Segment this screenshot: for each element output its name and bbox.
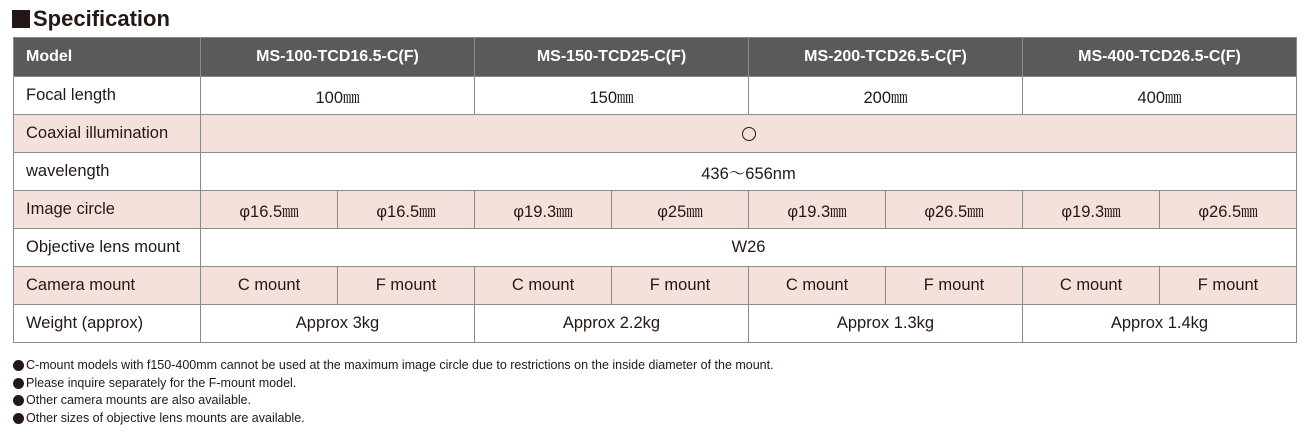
table-cell: φ19.3㎜ xyxy=(749,191,886,229)
camera-mount-row xyxy=(14,267,1297,305)
table-cell: φ26.5㎜ xyxy=(886,191,1023,229)
table-cell: C mount xyxy=(475,267,612,305)
table-cell: F mount xyxy=(338,267,475,305)
table-cell: φ25㎜ xyxy=(612,191,749,229)
objective-mount-row xyxy=(14,229,1297,267)
image-circle-row xyxy=(14,191,1297,229)
note-item xyxy=(13,392,774,410)
table-cell: 436〜656nm xyxy=(201,153,1297,191)
table-cell xyxy=(201,115,1297,153)
row-label: Objective lens mount xyxy=(14,229,201,267)
note-item xyxy=(13,410,774,428)
bullet-icon xyxy=(13,395,24,406)
table-cell: 100㎜ xyxy=(201,77,475,115)
table-cell: φ16.5㎜ xyxy=(201,191,338,229)
circle-mark-icon xyxy=(742,127,756,141)
weight-row xyxy=(14,305,1297,343)
bullet-icon xyxy=(13,413,24,424)
row-label: Image circle xyxy=(14,191,201,229)
table-cell: Approx 1.3kg xyxy=(749,305,1023,343)
bullet-icon xyxy=(13,378,24,389)
table-cell: W26 xyxy=(201,229,1297,267)
focal-length-row xyxy=(14,77,1297,115)
header-label: Model xyxy=(14,38,201,77)
row-label: wavelength xyxy=(14,153,201,191)
table-cell: φ16.5㎜ xyxy=(338,191,475,229)
model-header: MS-150-TCD25-C(F) xyxy=(475,38,749,77)
table-cell: Approx 2.2kg xyxy=(475,305,749,343)
bullet-icon xyxy=(13,360,24,371)
table-cell: C mount xyxy=(1023,267,1160,305)
row-label: Focal length xyxy=(14,77,201,115)
table-cell: 150㎜ xyxy=(475,77,749,115)
table-cell: Approx 1.4kg xyxy=(1023,305,1297,343)
row-label: Camera mount xyxy=(14,267,201,305)
table-cell: φ26.5㎜ xyxy=(1160,191,1297,229)
note-item xyxy=(13,357,774,375)
table-cell: C mount xyxy=(749,267,886,305)
header-row xyxy=(14,38,1297,77)
model-header: MS-200-TCD26.5-C(F) xyxy=(749,38,1023,77)
note-item xyxy=(13,375,774,393)
table-cell: F mount xyxy=(886,267,1023,305)
section-heading xyxy=(12,6,170,32)
model-header: MS-400-TCD26.5-C(F) xyxy=(1023,38,1297,77)
table-cell: 200㎜ xyxy=(749,77,1023,115)
model-header: MS-100-TCD16.5-C(F) xyxy=(201,38,475,77)
note-text: Other sizes of objective lens mounts are available. xyxy=(26,410,305,425)
table-cell: F mount xyxy=(612,267,749,305)
note-text: Other camera mounts are also available. xyxy=(26,393,252,407)
section-title: Specification xyxy=(33,6,170,31)
heading-square-icon xyxy=(12,10,30,28)
specification-table xyxy=(13,37,1297,343)
table-cell: φ19.3㎜ xyxy=(475,191,612,229)
table-cell: 400㎜ xyxy=(1023,77,1297,115)
table-cell: C mount xyxy=(201,267,338,305)
wavelength-row xyxy=(14,153,1297,191)
table-cell: F mount xyxy=(1160,267,1297,305)
row-label: Weight (approx) xyxy=(14,305,201,343)
note-text: C-mount models with f150-400mm cannot be used at the maximum image circle due to restrictions on the inside diameter of the mount. xyxy=(26,358,774,372)
row-label: Coaxial illumination xyxy=(14,115,201,153)
table-cell: φ19.3㎜ xyxy=(1023,191,1160,229)
note-text: Please inquire separately for the F-mount model. xyxy=(26,375,297,390)
coaxial-row xyxy=(14,115,1297,153)
notes-list xyxy=(13,357,774,427)
table-cell: Approx 3kg xyxy=(201,305,475,343)
